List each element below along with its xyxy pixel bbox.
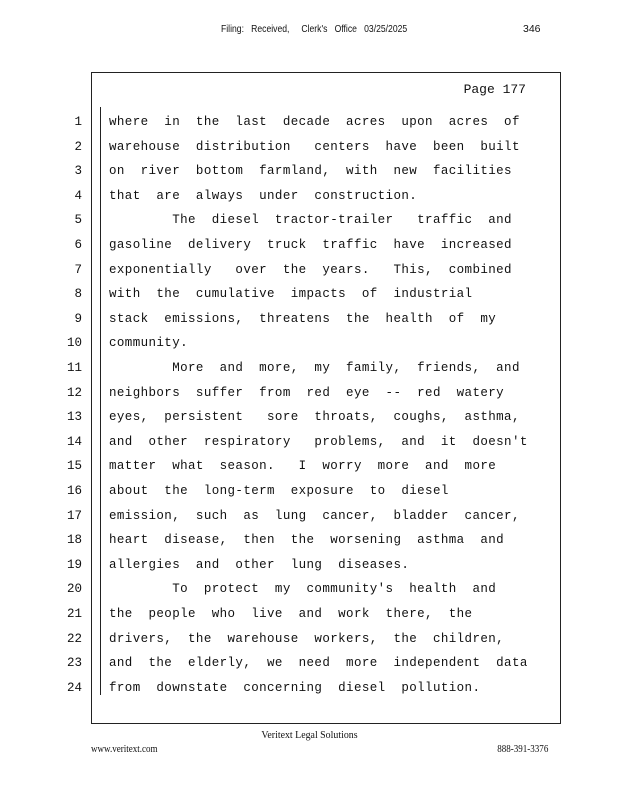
line-number: 13 bbox=[66, 410, 82, 425]
line-number: 15 bbox=[66, 459, 82, 474]
transcript-line: warehouse distribution centers have been built bbox=[109, 139, 520, 154]
line-number: 19 bbox=[66, 557, 82, 572]
line-number: 20 bbox=[66, 582, 82, 597]
transcript-line: The diesel tractor-trailer traffic and bbox=[109, 213, 512, 228]
transcript-line: the people who live and work there, the bbox=[109, 607, 473, 621]
filing-page-number: 346 bbox=[523, 23, 541, 35]
transcript-line: on river bottom farmland, with new facilities bbox=[109, 164, 512, 179]
transcript-line: that are always under construction. bbox=[109, 188, 418, 203]
footer-company-text: Veritext Legal Solutions bbox=[260, 729, 358, 741]
transcript-page-label: Page 177 bbox=[463, 82, 526, 97]
transcript-line: and other respiratory problems, and it doesn't bbox=[109, 434, 528, 449]
line-number: 1 bbox=[74, 115, 82, 129]
line-number: 12 bbox=[66, 385, 82, 400]
line-number: 9 bbox=[74, 311, 82, 326]
transcript-line: drivers, the warehouse workers, the children, bbox=[109, 631, 505, 646]
filing-header bbox=[0, 21, 618, 37]
footer-phone: 888-391-3376 bbox=[496, 743, 548, 755]
line-number: 4 bbox=[74, 188, 82, 203]
transcript-line: from downstate concerning diesel pollution. bbox=[109, 680, 481, 695]
transcript-line: exponentially over the years. This, combined bbox=[109, 262, 512, 277]
transcript-line: emission, such as lung cancer, bladder cancer, bbox=[109, 508, 520, 523]
transcript-line: neighbors suffer from red eye -- red watery bbox=[109, 385, 505, 400]
transcript-line: heart disease, then the worsening asthma and bbox=[109, 533, 505, 548]
transcript-line: and the elderly, we need more independent data bbox=[109, 656, 528, 671]
line-number: 10 bbox=[66, 336, 82, 351]
line-number: 21 bbox=[66, 607, 82, 621]
line-number: 2 bbox=[74, 139, 82, 154]
transcript-line: allergies and other lung diseases. bbox=[109, 557, 410, 572]
line-number-divider bbox=[100, 107, 101, 695]
transcript-line: gasoline delivery truck traffic have increased bbox=[109, 238, 512, 252]
transcript-line: where in the last decade acres upon acres of bbox=[109, 115, 520, 129]
transcript-line: eyes, persistent sore throats, coughs, asthma, bbox=[109, 410, 520, 425]
line-number: 3 bbox=[74, 164, 82, 179]
transcript-line: More and more, my family, friends, and bbox=[109, 361, 520, 375]
line-number: 14 bbox=[66, 434, 82, 449]
line-number: 8 bbox=[74, 287, 82, 302]
line-number: 22 bbox=[66, 631, 82, 646]
line-number: 11 bbox=[66, 361, 82, 375]
transcript-line: community. bbox=[109, 336, 189, 351]
footer-website: www.veritext.com bbox=[91, 743, 158, 755]
line-number: 16 bbox=[66, 484, 82, 498]
transcript-line: with the cumulative impacts of industrial bbox=[109, 287, 473, 302]
line-number: 24 bbox=[66, 680, 82, 695]
transcript-line: about the long-term exposure to diesel bbox=[109, 484, 449, 498]
line-number: 5 bbox=[74, 213, 82, 228]
line-number: 6 bbox=[74, 238, 82, 252]
transcript-line: stack emissions, threatens the health of my bbox=[109, 311, 497, 326]
line-number: 23 bbox=[66, 656, 82, 671]
footer-company bbox=[0, 729, 618, 741]
line-number: 7 bbox=[74, 262, 82, 277]
transcript-line: matter what season. I worry more and more bbox=[109, 459, 497, 474]
line-number: 18 bbox=[66, 533, 82, 548]
transcript-line: To protect my community's health and bbox=[109, 582, 497, 597]
line-number: 17 bbox=[66, 508, 82, 523]
filing-stamp: Filing: Received, Clerk's Office 03/25/2025 bbox=[221, 23, 408, 35]
